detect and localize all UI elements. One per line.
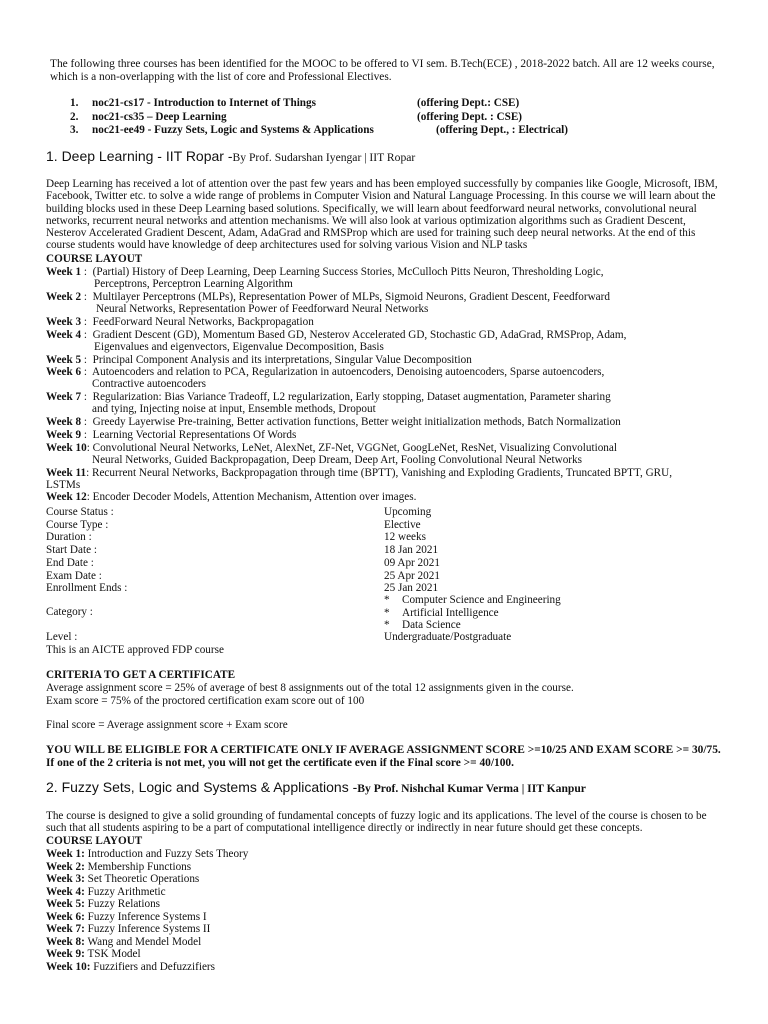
week-topics: Principal Component Analysis and its interpretations, Singular Value Decomposition xyxy=(92,354,472,366)
week-label: Week 4 xyxy=(46,329,82,341)
week-label: Week 9: xyxy=(46,948,85,960)
week-topics: Set Theoretic Operations xyxy=(87,873,200,885)
category-text: Artificial Intelligence xyxy=(402,606,499,619)
category-text: Computer Science and Engineering xyxy=(402,594,561,606)
category-label: Category : xyxy=(46,606,93,618)
course-offering-dept: (offering Dept. : CSE) xyxy=(417,110,523,123)
week-row xyxy=(46,848,248,860)
aicte-note: This is an AICTE approved FDP course xyxy=(46,644,224,656)
week-label: Week 4: xyxy=(46,885,85,898)
week-row xyxy=(46,961,215,973)
course-name: noc21-cs17 - Introduction to Internet of Things xyxy=(92,97,316,109)
week-topics: TSK Model xyxy=(87,948,141,960)
week-separator: : xyxy=(86,491,93,503)
week-topics: Learning Vectorial Representations Of Words xyxy=(92,429,297,441)
week-label: Week 8: xyxy=(46,935,85,948)
week-row xyxy=(46,391,611,403)
week-topics: Encoder Decoder Models, Attention Mechanism, Attention over images. xyxy=(92,491,417,503)
week-label: Week 2 xyxy=(46,291,82,303)
info-label: Exam Date : xyxy=(46,569,102,582)
week-separator: : xyxy=(81,391,93,403)
info-value: Elective xyxy=(384,518,421,531)
section-1-title: 1. Deep Learning - IIT Ropar - xyxy=(46,148,233,164)
section-1-heading xyxy=(46,150,415,164)
week-topics: Fuzzy Arithmetic xyxy=(87,885,166,898)
category-item xyxy=(384,607,499,619)
info-value: 25 Apr 2021 xyxy=(384,569,440,582)
week-row xyxy=(46,873,199,885)
week-row xyxy=(46,366,604,378)
course-offering-dept: (offering Dept., : Electrical) xyxy=(436,124,569,137)
week-separator: : xyxy=(81,316,93,328)
week-topics: Membership Functions xyxy=(87,860,192,873)
week-separator: : xyxy=(81,429,93,441)
week-separator: : xyxy=(86,467,92,479)
course-name: noc21-cs35 – Deep Learning xyxy=(92,110,227,123)
week-row xyxy=(46,467,672,479)
week-row xyxy=(46,316,314,328)
course-number: 2. xyxy=(70,110,79,123)
week-topics: Wang and Mendel Model xyxy=(87,935,202,948)
week-row xyxy=(46,416,621,428)
week-label: Week 1: xyxy=(46,848,85,860)
week-row xyxy=(46,442,617,454)
week-topics-continued: Neural Networks, Guided Backpropagation, Deep Dream, Deep Art, Fooling Convolutional Neural Networks xyxy=(92,454,582,467)
info-value: 18 Jan 2021 xyxy=(384,544,439,557)
week-separator: : xyxy=(81,291,93,303)
week-topics: Convolutional Neural Networks, LeNet, AlexNet, ZF-Net, VGGNet, GoogLeNet, ResNet, Visualizing Convolutional xyxy=(92,442,617,454)
week-label: Week 7 xyxy=(46,391,82,403)
week-row xyxy=(46,329,626,341)
week-row xyxy=(46,861,191,873)
week-label: Week 12 xyxy=(46,491,87,503)
info-value: 09 Apr 2021 xyxy=(384,556,440,569)
section-2-heading xyxy=(46,781,586,795)
week-row xyxy=(46,911,207,923)
info-label: Enrollment Ends : xyxy=(46,582,128,595)
week-label: Week 5: xyxy=(46,898,85,910)
bullet-icon: * xyxy=(384,594,390,606)
week-row xyxy=(46,429,296,441)
section-2-byline: By Prof. Nishchal Kumar Verma | IIT Kanpur xyxy=(357,782,586,795)
week-separator: : xyxy=(81,354,93,366)
week-separator: : xyxy=(81,366,93,378)
week-separator: : xyxy=(86,442,93,454)
week-label: Week 7: xyxy=(46,923,85,935)
week-label: Week 10: xyxy=(46,960,91,973)
week-label: Week 6: xyxy=(46,910,85,923)
criteria-assignment: Average assignment score = 25% of average of best 8 assignments out of the total 12 assignments given in the course. xyxy=(46,682,574,694)
week-topics-continued: Contractive autoencoders xyxy=(92,378,207,391)
week-separator: : xyxy=(81,416,93,428)
course-offering-dept: (offering Dept.: CSE) xyxy=(417,97,520,109)
course-name: noc21-ee49 - Fuzzy Sets, Logic and Systems & Applications xyxy=(92,124,374,137)
week-label: Week 1 xyxy=(46,266,82,278)
week-row xyxy=(46,923,210,935)
week-label: Week 3 xyxy=(46,316,82,328)
week-row xyxy=(46,491,416,503)
section-2-description: The course is designed to give a solid grounding of fundamental concepts of fuzzy logic and its applications. The level of the course is chosen to be such that all students aspiring to be a part of computational intelligence directly or indirectly in near future should get these concepts. xyxy=(46,810,707,835)
week-row xyxy=(46,291,610,303)
course-number: 3. xyxy=(70,124,79,137)
week-row xyxy=(46,948,141,960)
week-topics: Fuzzy Relations xyxy=(87,898,161,910)
week-topics-continued: Eigenvalues and eigenvectors, Eigenvalue Decomposition, Basis xyxy=(94,341,384,354)
week-topics: Gradient Descent (GD), Momentum Based GD, Nesterov Accelerated GD, Stochastic GD, AdaGrad, RMSProp, Adam, xyxy=(92,329,627,341)
week-row xyxy=(46,354,472,366)
eligibility-warning: YOU WILL BE ELIGIBLE FOR A CERTIFICATE ONLY IF AVERAGE ASSIGNMENT SCORE >=10/25 AND EXAM SCORE >= 30/75. If one of the 2 criteria is not met, you will not get the certificate even if the Final score >= 40/100. xyxy=(46,744,721,769)
week-label: Week 2: xyxy=(46,860,85,873)
info-label: Course Status : xyxy=(46,506,114,518)
category-text: Data Science xyxy=(402,619,461,632)
week-label: Week 5 xyxy=(46,354,82,366)
week-topics-continued: Neural Networks, Representation Power of Feedforward Neural Networks xyxy=(96,303,429,316)
final-score: Final score = Average assignment score + Exam score xyxy=(46,719,288,731)
week-topics: Fuzzifiers and Defuzzifiers xyxy=(93,960,215,973)
week-topics: Introduction and Fuzzy Sets Theory xyxy=(87,848,249,860)
week-topics-continued: Perceptrons, Perceptron Learning Algorithm xyxy=(94,278,293,291)
week-separator: : xyxy=(81,329,93,341)
category-item xyxy=(384,594,561,606)
week-topics: Recurrent Neural Networks, Backpropagation through time (BPTT), Vanishing and Exploding Gradients, Truncated BPTT, GRU, xyxy=(92,467,672,479)
category-item xyxy=(384,619,461,631)
week-topics: (Partial) History of Deep Learning, Deep Learning Success Stories, McCulloch Pitts Neuron, Thresholding Logic, xyxy=(92,266,604,278)
criteria-heading: CRITERIA TO GET A CERTIFICATE xyxy=(46,669,236,681)
week-row xyxy=(46,266,604,278)
bullet-icon: * xyxy=(384,619,390,632)
section-2-title: 2. Fuzzy Sets, Logic and Systems & Applications - xyxy=(46,779,358,795)
section-1-byline: By Prof. Sudarshan Iyengar | IIT Ropar xyxy=(232,151,416,164)
level-value: Undergraduate/Postgraduate xyxy=(384,631,512,643)
week-label: Week 10 xyxy=(46,442,87,454)
week-topics: Regularization: Bias Variance Tradeoff, L2 regularization, Early stopping, Dataset augmentation, Parameter sharing xyxy=(92,391,611,403)
info-label: Duration : xyxy=(46,531,92,544)
week-row xyxy=(46,898,160,910)
info-value: 12 weeks xyxy=(384,531,426,544)
week-topics-continued: and tying, Injecting noise at input, Ensemble methods, Dropout xyxy=(92,403,376,416)
info-label: Start Date : xyxy=(46,544,97,557)
section-1-description: Deep Learning has received a lot of attention over the past few years and has been employed successfully by companies like Google, Microsoft, IBM, Facebook, Twitter etc. to solve a wide range of problems in Computer Vision and Natural Language Processing. In this course we will learn about the building blocks used in these Deep Learning based solutions. Specifically, we will learn about feedforward neural networks, convolutional neural networks, recurrent neural networks and attention mechanisms. We will also look at various optimization algorithms such as Gradient Descent, Nesterov Accelerated Gradient Descent, Adam, AdaGrad and RMSProp which are used for training such deep neural networks. At the end of this course students would have knowledge of deep architectures used for solving various Vision and NLP tasks xyxy=(46,178,718,252)
intro-paragraph: The following three courses has been identified for the MOOC to be offered to VI sem. B.Tech(ECE) , 2018-2022 batch. All are 12 weeks course, which is a non-overlapping with the list of core and Professional Electives. xyxy=(50,58,715,83)
week-label: Week 8 xyxy=(46,416,82,428)
week-topics: Greedy Layerwise Pre-training, Better activation functions, Better weight initialization methods, Batch Normalization xyxy=(92,416,621,428)
week-label: Week 9 xyxy=(46,429,82,441)
week-label: Week 11 xyxy=(46,467,87,479)
week-topics-continued: LSTMs xyxy=(46,479,81,492)
week-label: Week 6 xyxy=(46,366,82,378)
week-label: Week 3: xyxy=(46,873,85,885)
week-topics: Fuzzy Inference Systems I xyxy=(87,910,207,923)
info-label: End Date : xyxy=(46,556,94,569)
info-value: Upcoming xyxy=(384,506,432,518)
criteria-exam: Exam score = 75% of the proctored certification exam score out of 100 xyxy=(46,695,365,707)
section-2-layout-heading: COURSE LAYOUT xyxy=(46,835,143,847)
week-topics: Multilayer Perceptrons (MLPs), Representation Power of MLPs, Sigmoid Neurons, Gradient Descent, Feedforward xyxy=(92,291,610,303)
week-row xyxy=(46,936,201,948)
week-topics: Fuzzy Inference Systems II xyxy=(87,923,211,935)
week-topics: FeedForward Neural Networks, Backpropagation xyxy=(92,316,314,328)
week-topics: Autoencoders and relation to PCA, Regularization in autoencoders, Denoising autoencoders, Sparse autoencoders, xyxy=(92,366,605,378)
week-row xyxy=(46,886,166,898)
info-value: 25 Jan 2021 xyxy=(384,582,439,595)
level-label: Level : xyxy=(46,631,78,643)
info-label: Course Type : xyxy=(46,518,109,531)
course-number: 1. xyxy=(70,97,79,109)
week-separator: : xyxy=(81,266,93,278)
section-1-layout-heading: COURSE LAYOUT xyxy=(46,253,143,265)
bullet-icon: * xyxy=(384,606,390,619)
